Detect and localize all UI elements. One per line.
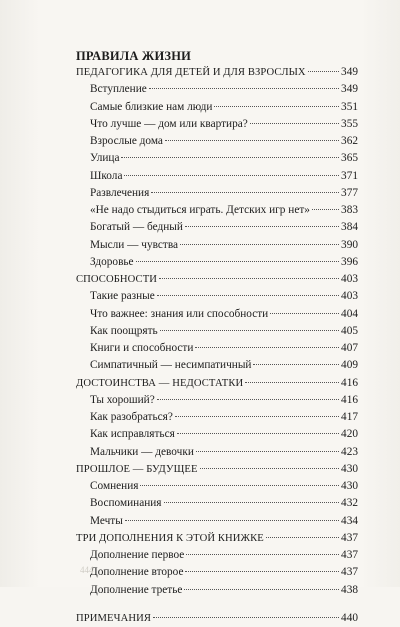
dot-leader xyxy=(164,502,340,503)
toc-entry-title: Вступление xyxy=(90,83,147,96)
toc-entry-page: 403 xyxy=(341,290,358,303)
toc-entry-page: 349 xyxy=(341,83,358,96)
toc-entry-page: 351 xyxy=(341,100,358,113)
dot-leader xyxy=(125,520,339,521)
toc-subentry[interactable] xyxy=(76,133,358,150)
toc-entry-page: 420 xyxy=(341,428,358,441)
toc-entry-page: 434 xyxy=(341,514,358,527)
toc-subentry[interactable] xyxy=(76,426,358,443)
toc-entry-title: Как разобраться? xyxy=(90,411,173,423)
toc-entry-page: 371 xyxy=(341,169,358,182)
toc-entry-page: 365 xyxy=(341,152,358,165)
toc-subentry[interactable] xyxy=(76,99,358,116)
table-of-contents xyxy=(76,48,358,627)
toc-entry-page: 390 xyxy=(341,238,358,251)
toc-entry-title: ТРИ ДОПОЛНЕНИЯ К ЭТОЙ КНИЖКЕ xyxy=(76,532,264,544)
dot-leader xyxy=(124,175,339,176)
dot-leader xyxy=(200,468,340,469)
toc-entry-page: 403 xyxy=(341,273,358,285)
toc-subentry[interactable] xyxy=(76,323,358,340)
toc-entry-page: 416 xyxy=(341,376,358,389)
toc-entry-title: Что лучше — дом или квартира? xyxy=(90,117,248,130)
toc-entries xyxy=(76,64,358,599)
toc-entry-title: ПРОШЛОЕ — БУДУЩЕЕ xyxy=(76,463,198,475)
dot-leader xyxy=(196,451,339,452)
toc-entry-title: Самые близкие нам люди xyxy=(90,100,213,113)
toc-entry-title: Богатый — бедный xyxy=(90,221,183,234)
toc-subentry[interactable] xyxy=(76,254,358,271)
toc-section-entry[interactable] xyxy=(76,530,358,547)
toc-entry-title: Воспоминания xyxy=(90,497,162,510)
toc-subentry[interactable] xyxy=(76,495,358,512)
toc-entry-page: 437 xyxy=(341,549,358,561)
toc-entry-title: Мысли — чувства xyxy=(90,238,179,251)
toc-subentry[interactable] xyxy=(76,219,358,236)
dot-leader xyxy=(160,330,339,331)
toc-subentry[interactable] xyxy=(76,513,358,530)
toc-entry-page: 432 xyxy=(341,497,358,510)
dot-leader xyxy=(250,123,339,124)
spacer xyxy=(76,599,358,610)
toc-entry-page: 437 xyxy=(341,566,358,579)
toc-entry-title: Ты хороший? xyxy=(90,393,155,406)
toc-subentry[interactable] xyxy=(76,81,358,98)
toc-entry-title: СПОСОБНОСТИ xyxy=(76,274,158,285)
toc-entry-page: 407 xyxy=(341,342,358,354)
toc-entry-title: Улица xyxy=(90,152,120,165)
dot-leader xyxy=(186,554,339,555)
toc-entry-page: 437 xyxy=(341,531,358,544)
toc-entry-title: Как поощрять xyxy=(90,324,158,337)
dot-leader xyxy=(312,209,339,210)
toc-entry-title: Дополнение первое xyxy=(90,549,185,561)
toc-subentry[interactable] xyxy=(76,150,358,167)
toc-subentry[interactable] xyxy=(76,288,358,305)
toc-entry-page: 405 xyxy=(341,324,358,337)
dot-leader xyxy=(149,88,339,89)
toc-entry-page: 349 xyxy=(341,66,358,78)
toc-entry-page: 384 xyxy=(341,221,358,234)
toc-entry-title: Что важнее: знания или способности xyxy=(90,307,269,320)
toc-subentry[interactable] xyxy=(76,392,358,409)
toc-entry-title: Мечты xyxy=(90,514,123,527)
toc-entry-title: Симпатичный — несимпатичный xyxy=(90,359,252,372)
dot-leader xyxy=(185,571,339,572)
dot-leader xyxy=(308,71,339,72)
dot-leader xyxy=(151,192,339,193)
toc-entry-title: Здоровье xyxy=(90,255,134,268)
toc-entry-title: Мальчики — девочки xyxy=(90,445,194,458)
dot-leader xyxy=(214,106,339,107)
toc-subentry[interactable] xyxy=(76,340,358,357)
toc-section-entry[interactable] xyxy=(76,375,358,392)
dot-leader xyxy=(121,157,339,158)
dot-leader xyxy=(184,589,339,590)
dot-leader xyxy=(185,226,339,227)
toc-entry-title: Школа xyxy=(90,169,123,182)
toc-subentry[interactable] xyxy=(76,185,358,202)
toc-entry-title: Как исправляться xyxy=(90,428,175,441)
dot-leader xyxy=(140,485,339,486)
dot-leader xyxy=(157,295,339,296)
toc-heading: ПРАВИЛА ЖИЗНИ xyxy=(76,49,192,63)
page-folio: 444 xyxy=(80,565,94,575)
toc-entry-title: Сомнения xyxy=(90,480,139,492)
toc-section-entry[interactable] xyxy=(76,64,358,81)
toc-entry-page: 423 xyxy=(341,445,358,458)
toc-subentry[interactable] xyxy=(76,357,358,374)
toc-entry-title: Взрослые дома xyxy=(90,135,163,147)
toc-subentry[interactable] xyxy=(76,306,358,323)
toc-subentry[interactable] xyxy=(76,582,358,599)
dot-leader xyxy=(159,278,339,279)
toc-entry-page: 404 xyxy=(341,307,358,320)
toc-entry-page: 430 xyxy=(341,480,358,492)
toc-entry-title: Дополнение третье xyxy=(90,583,183,596)
toc-subentry[interactable] xyxy=(76,116,358,133)
dot-leader xyxy=(177,433,339,434)
dot-leader xyxy=(270,313,339,314)
toc-entry-page: 355 xyxy=(341,117,358,130)
toc-entry-title: Развлечения xyxy=(90,186,150,199)
toc-entry-page: 416 xyxy=(341,393,358,406)
dot-leader xyxy=(175,416,339,417)
toc-subentry[interactable] xyxy=(76,168,358,185)
toc-section-entry[interactable] xyxy=(76,461,358,478)
toc-entry-title: ПЕДАГОГИКА ДЛЯ ДЕТЕЙ И ДЛЯ ВЗРОСЛЫХ xyxy=(76,67,306,78)
toc-entry-title: «Не надо стыдиться играть. Детских игр нет» xyxy=(90,204,310,216)
dot-leader xyxy=(180,244,339,245)
dot-leader xyxy=(165,140,339,141)
dot-leader xyxy=(245,382,339,383)
toc-subentry[interactable] xyxy=(76,564,358,581)
toc-entry-title: Книги и способности xyxy=(90,342,194,354)
dot-leader xyxy=(253,364,339,365)
toc-subentry[interactable] xyxy=(76,409,358,426)
toc-entry-page: 438 xyxy=(341,583,358,596)
toc-entry-title: ДОСТОИНСТВА — НЕДОСТАТКИ xyxy=(76,377,244,389)
toc-notes-entry[interactable] xyxy=(76,610,358,627)
toc-subentry[interactable] xyxy=(76,237,358,254)
toc-subentry[interactable] xyxy=(76,547,358,564)
dot-leader xyxy=(136,261,339,262)
toc-entry-page: 362 xyxy=(341,135,358,147)
toc-section-entry[interactable] xyxy=(76,271,358,288)
toc-entry-page: 377 xyxy=(341,186,358,199)
toc-entry-page: 396 xyxy=(341,255,358,268)
dot-leader xyxy=(157,399,339,400)
toc-entry-title: Дополнение второе xyxy=(90,566,184,579)
toc-entry-page: 417 xyxy=(341,411,358,423)
toc-entry-title: ПРИМЕЧАНИЯ xyxy=(76,612,151,624)
toc-entry-page: 440 xyxy=(341,611,358,624)
toc-entry-title: Такие разные xyxy=(90,290,155,303)
toc-entry-page: 430 xyxy=(341,462,358,475)
dot-leader xyxy=(153,617,339,618)
toc-entry-page: 409 xyxy=(341,359,358,372)
dot-leader xyxy=(195,347,339,348)
toc-subentry[interactable] xyxy=(76,202,358,219)
toc-subentry[interactable] xyxy=(76,444,358,461)
toc-entry-page: 383 xyxy=(341,204,358,216)
toc-subentry[interactable] xyxy=(76,478,358,495)
dot-leader xyxy=(266,537,339,538)
